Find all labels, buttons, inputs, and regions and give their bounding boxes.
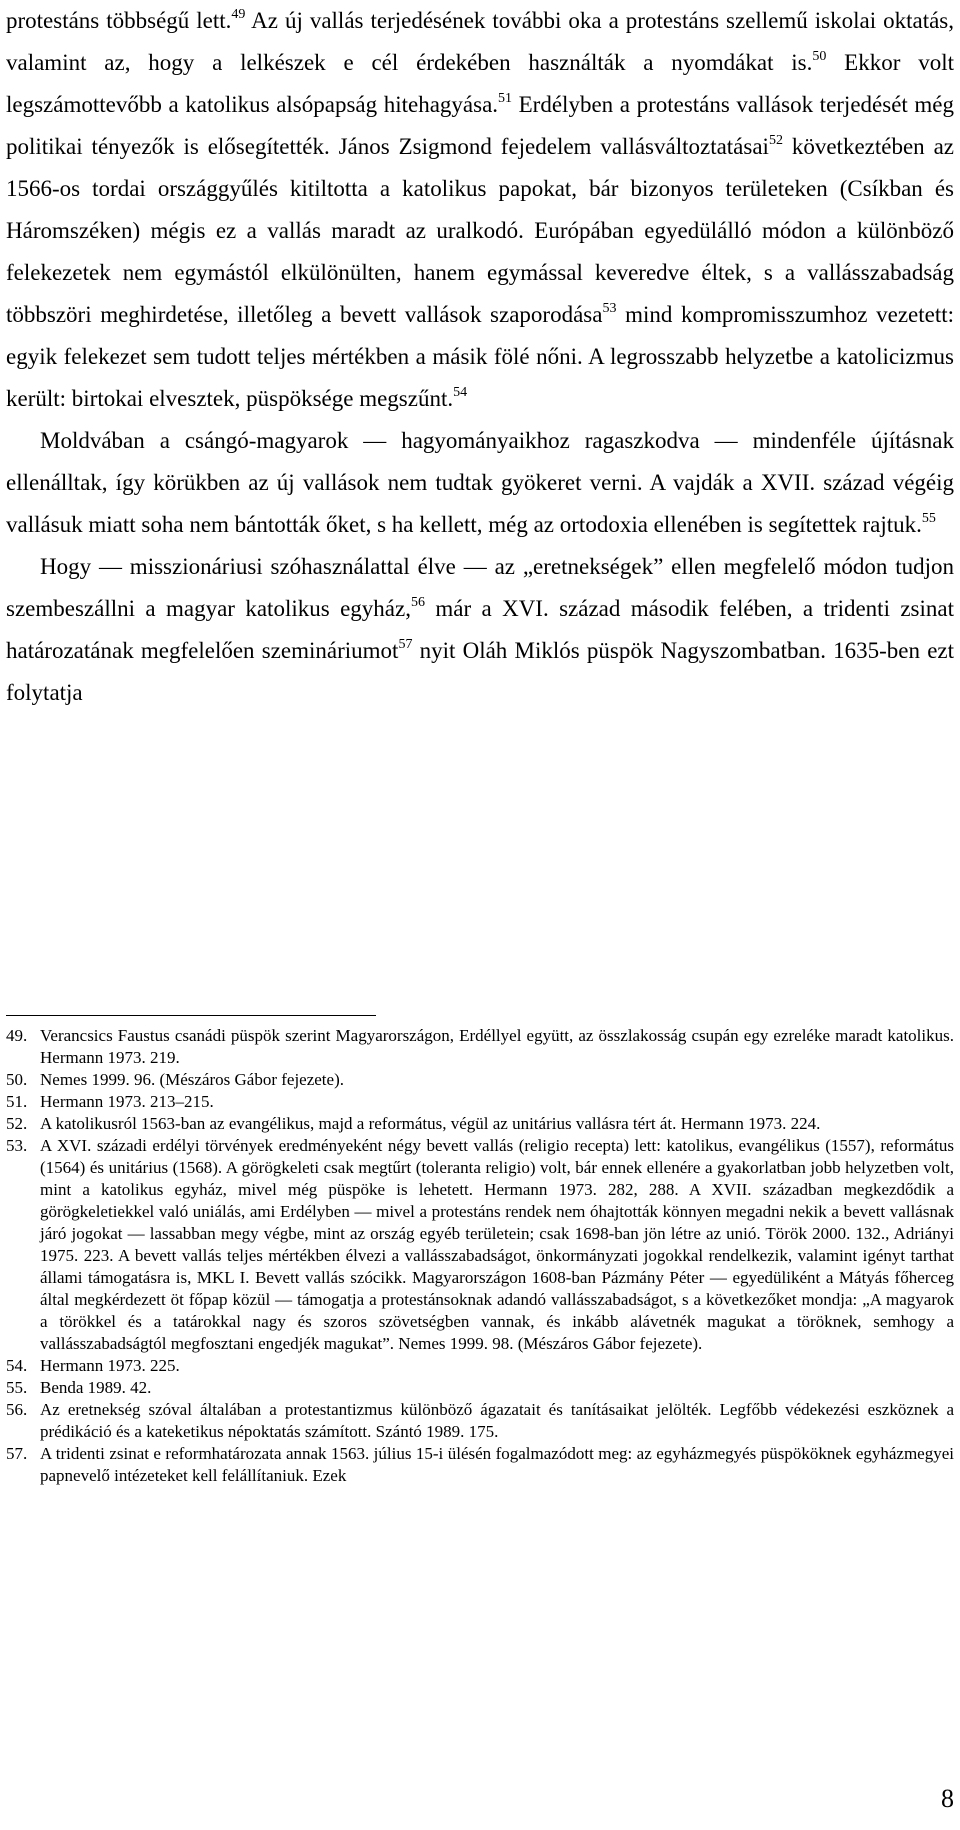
text-run: nyit Oláh Miklós püspök Nagyszombatban. 1635-ben ezt folytatja — [6, 638, 954, 705]
footnote-54 — [6, 1355, 954, 1377]
text-run: Moldvában a csángó-magyarok — hagyományaikhoz ragaszkodva — mindenféle újításnak ellenálltak, így körükben az új vallások nem tudtak gyökeret verni. A vajdák a XVII. század végéig vallásuk miatt soha nem bántották őket, s ha kellett, még az ortodoxia ellenében is segítettek rajtuk. — [6, 428, 954, 537]
footnote-ref-50[interactable]: 50 — [812, 49, 827, 64]
paragraph-2 — [6, 420, 954, 546]
footnote-55 — [6, 1377, 954, 1399]
footnote-57 — [6, 1443, 954, 1487]
footnote-text: Benda 1989. 42. — [40, 1378, 152, 1397]
main-text — [6, 0, 954, 714]
text-run: Erdélyben a protestáns vallások terjedését még politikai tényezők is elősegítették. János Zsigmond fejedelem vallásváltoztatásai — [6, 92, 954, 159]
paragraph-1 — [6, 0, 954, 420]
footnote-49 — [6, 1025, 954, 1069]
footnote-number: 54. — [6, 1356, 28, 1375]
footnote-ref-51[interactable]: 51 — [498, 91, 513, 106]
footnote-50 — [6, 1069, 954, 1091]
footnote-text: Verancsics Faustus csanádi püspök szerint Magyarországon, Erdéllyel együtt, az összlakosság csupán egy ezreléke maradt katolikus. Hermann 1973. 219. — [40, 1026, 954, 1067]
text-run: protestáns többségű lett. — [6, 8, 232, 33]
footnote-53 — [6, 1135, 954, 1355]
footnote-number: 57. — [6, 1444, 28, 1463]
page-number: 8 — [941, 1784, 954, 1813]
footnote-text: Nemes 1999. 96. (Mészáros Gábor fejezete). — [40, 1070, 344, 1089]
footnote-number: 56. — [6, 1400, 28, 1419]
footnote-text: Hermann 1973. 213–215. — [40, 1092, 214, 1111]
footnote-56 — [6, 1399, 954, 1443]
text-run: Hogy — misszionáriusi szóhasználattal élve — az „eretnekségek” ellen megfelelő módon tudjon szembeszállni a magyar katolikus egyház, — [6, 554, 954, 621]
footnote-ref-54[interactable]: 54 — [453, 385, 468, 400]
footnote-ref-56[interactable]: 56 — [410, 595, 425, 610]
text-run: következtében az 1566-os tordai országgyűlés kitiltotta a katolikus papokat, bár bizonyos területeken (Csíkban és Háromszéken) mégis ez a vallás maradt az uralkodó. Európában egyedülálló módon a különböző felekezetek nem egymástól elkülönülten, hanem egymással keveredve éltek, s a vallásszabadság többszöri meghirdetése, illetőleg a bevett vallások szaporodása — [6, 134, 954, 327]
footnote-ref-55[interactable]: 55 — [921, 511, 936, 526]
footnote-number: 55. — [6, 1378, 28, 1397]
text-run: már a XVI. század második felében, a tridenti zsinat határozatának megfelelően szemináriumot — [6, 596, 954, 663]
footnote-text: A tridenti zsinat e reformhatározata annak 1563. július 15-i ülésén fogalmazódott meg: az egyházmegyés püspököknek egyházmegyei papnevelő intézeteket kell felállítaniuk. Ezek — [40, 1444, 954, 1485]
footnote-text: A katolikusról 1563-ban az evangélikus, majd a református, végül az unitárius vallásra tért át. Hermann 1973. 224. — [40, 1114, 821, 1133]
text-run: Ekkor volt legszámottevőbb a katolikus alsópapság hitehagyása. — [6, 50, 954, 117]
footnote-text: A XVI. századi erdélyi törvények eredményeként négy bevett vallás (religio recepta) lett: katolikus, evangélikus (1557), református (1564) és unitárius (1568). A görögkeleti csak megtűrt (toleranta religio) volt, bár ennek ellenére a gyakorlatban jobb helyzetben volt, mint a katolikus egyház, mivel még püspöke is lehetett. Hermann 1973. 282, 288. A XVII. században megkezdődik a görögkeletiekkel való uniálás, ami Erdélyben — mivel a protestáns rendek nem óhajtották könnyen megadni nekik a bevett vallásnak járó jogokat — lassabban megy végbe, mint az ország egyéb területein; csak 1698-ban jön létre az unió. Török 2000. 132., Adriányi 1975. 223. A bevett vallás teljes mértékben élvezi a vallásszabadságot, önkormányzati jogokkal rendelkezik, valamint igényt tarthat állami támogatásra is, MKL I. Bevett vallás szócikk. Magyarországon 1608-ban Pázmány Péter — egyedüliként a Mátyás főherceg által megkérdezett öt főpap közül — támogatja a protestánsoknak adandó vallásszabadságot, s a következőket mondja: „A magyarok a törökkel és a tatárokkal nagy és szoros szövetségben vannak, és inkább alávetnék magukat a töröknek, semhogy a vallásszabadságtól megfosztani engedjék magukat”. Nemes 1999. 98. (Mészáros Gábor fejezete). — [40, 1136, 954, 1353]
footnote-text: Hermann 1973. 225. — [40, 1356, 180, 1375]
footnote-number: 51. — [6, 1092, 28, 1111]
footnote-separator — [6, 1015, 376, 1016]
paragraph-3 — [6, 546, 954, 714]
footnote-52 — [6, 1113, 954, 1135]
footnote-51 — [6, 1091, 954, 1113]
footnotes — [6, 1025, 954, 1487]
footnote-number: 53. — [6, 1136, 28, 1155]
footnote-ref-49[interactable]: 49 — [231, 7, 246, 22]
footnote-text: Az eretnekség szóval általában a protestantizmus különböző ágazatait és tanításaikat jelölték. Legfőbb védekezési eszköznek a prédikáció és a kateketikus népoktatás számított. Szántó 1989. 175. — [40, 1400, 954, 1441]
footnote-number: 50. — [6, 1070, 28, 1089]
footnote-ref-52[interactable]: 52 — [768, 133, 783, 148]
text-run: Az új vallás terjedésének további oka a protestáns szellemű iskolai oktatás, valamint az, hogy a lelkészek e cél érdekében használták a nyomdákat is. — [6, 8, 954, 75]
footnote-ref-53[interactable]: 53 — [602, 301, 617, 316]
footnote-number: 52. — [6, 1114, 28, 1133]
footnote-number: 49. — [6, 1026, 28, 1045]
text-run: mind kompromisszumhoz vezetett: egyik felekezet sem tudott teljes mértékben a másik fölé nőni. A legrosszabb helyzetbe a katolicizmus került: birtokai elvesztek, püspöksége megszűnt. — [6, 302, 954, 411]
footnote-ref-57[interactable]: 57 — [398, 637, 413, 652]
